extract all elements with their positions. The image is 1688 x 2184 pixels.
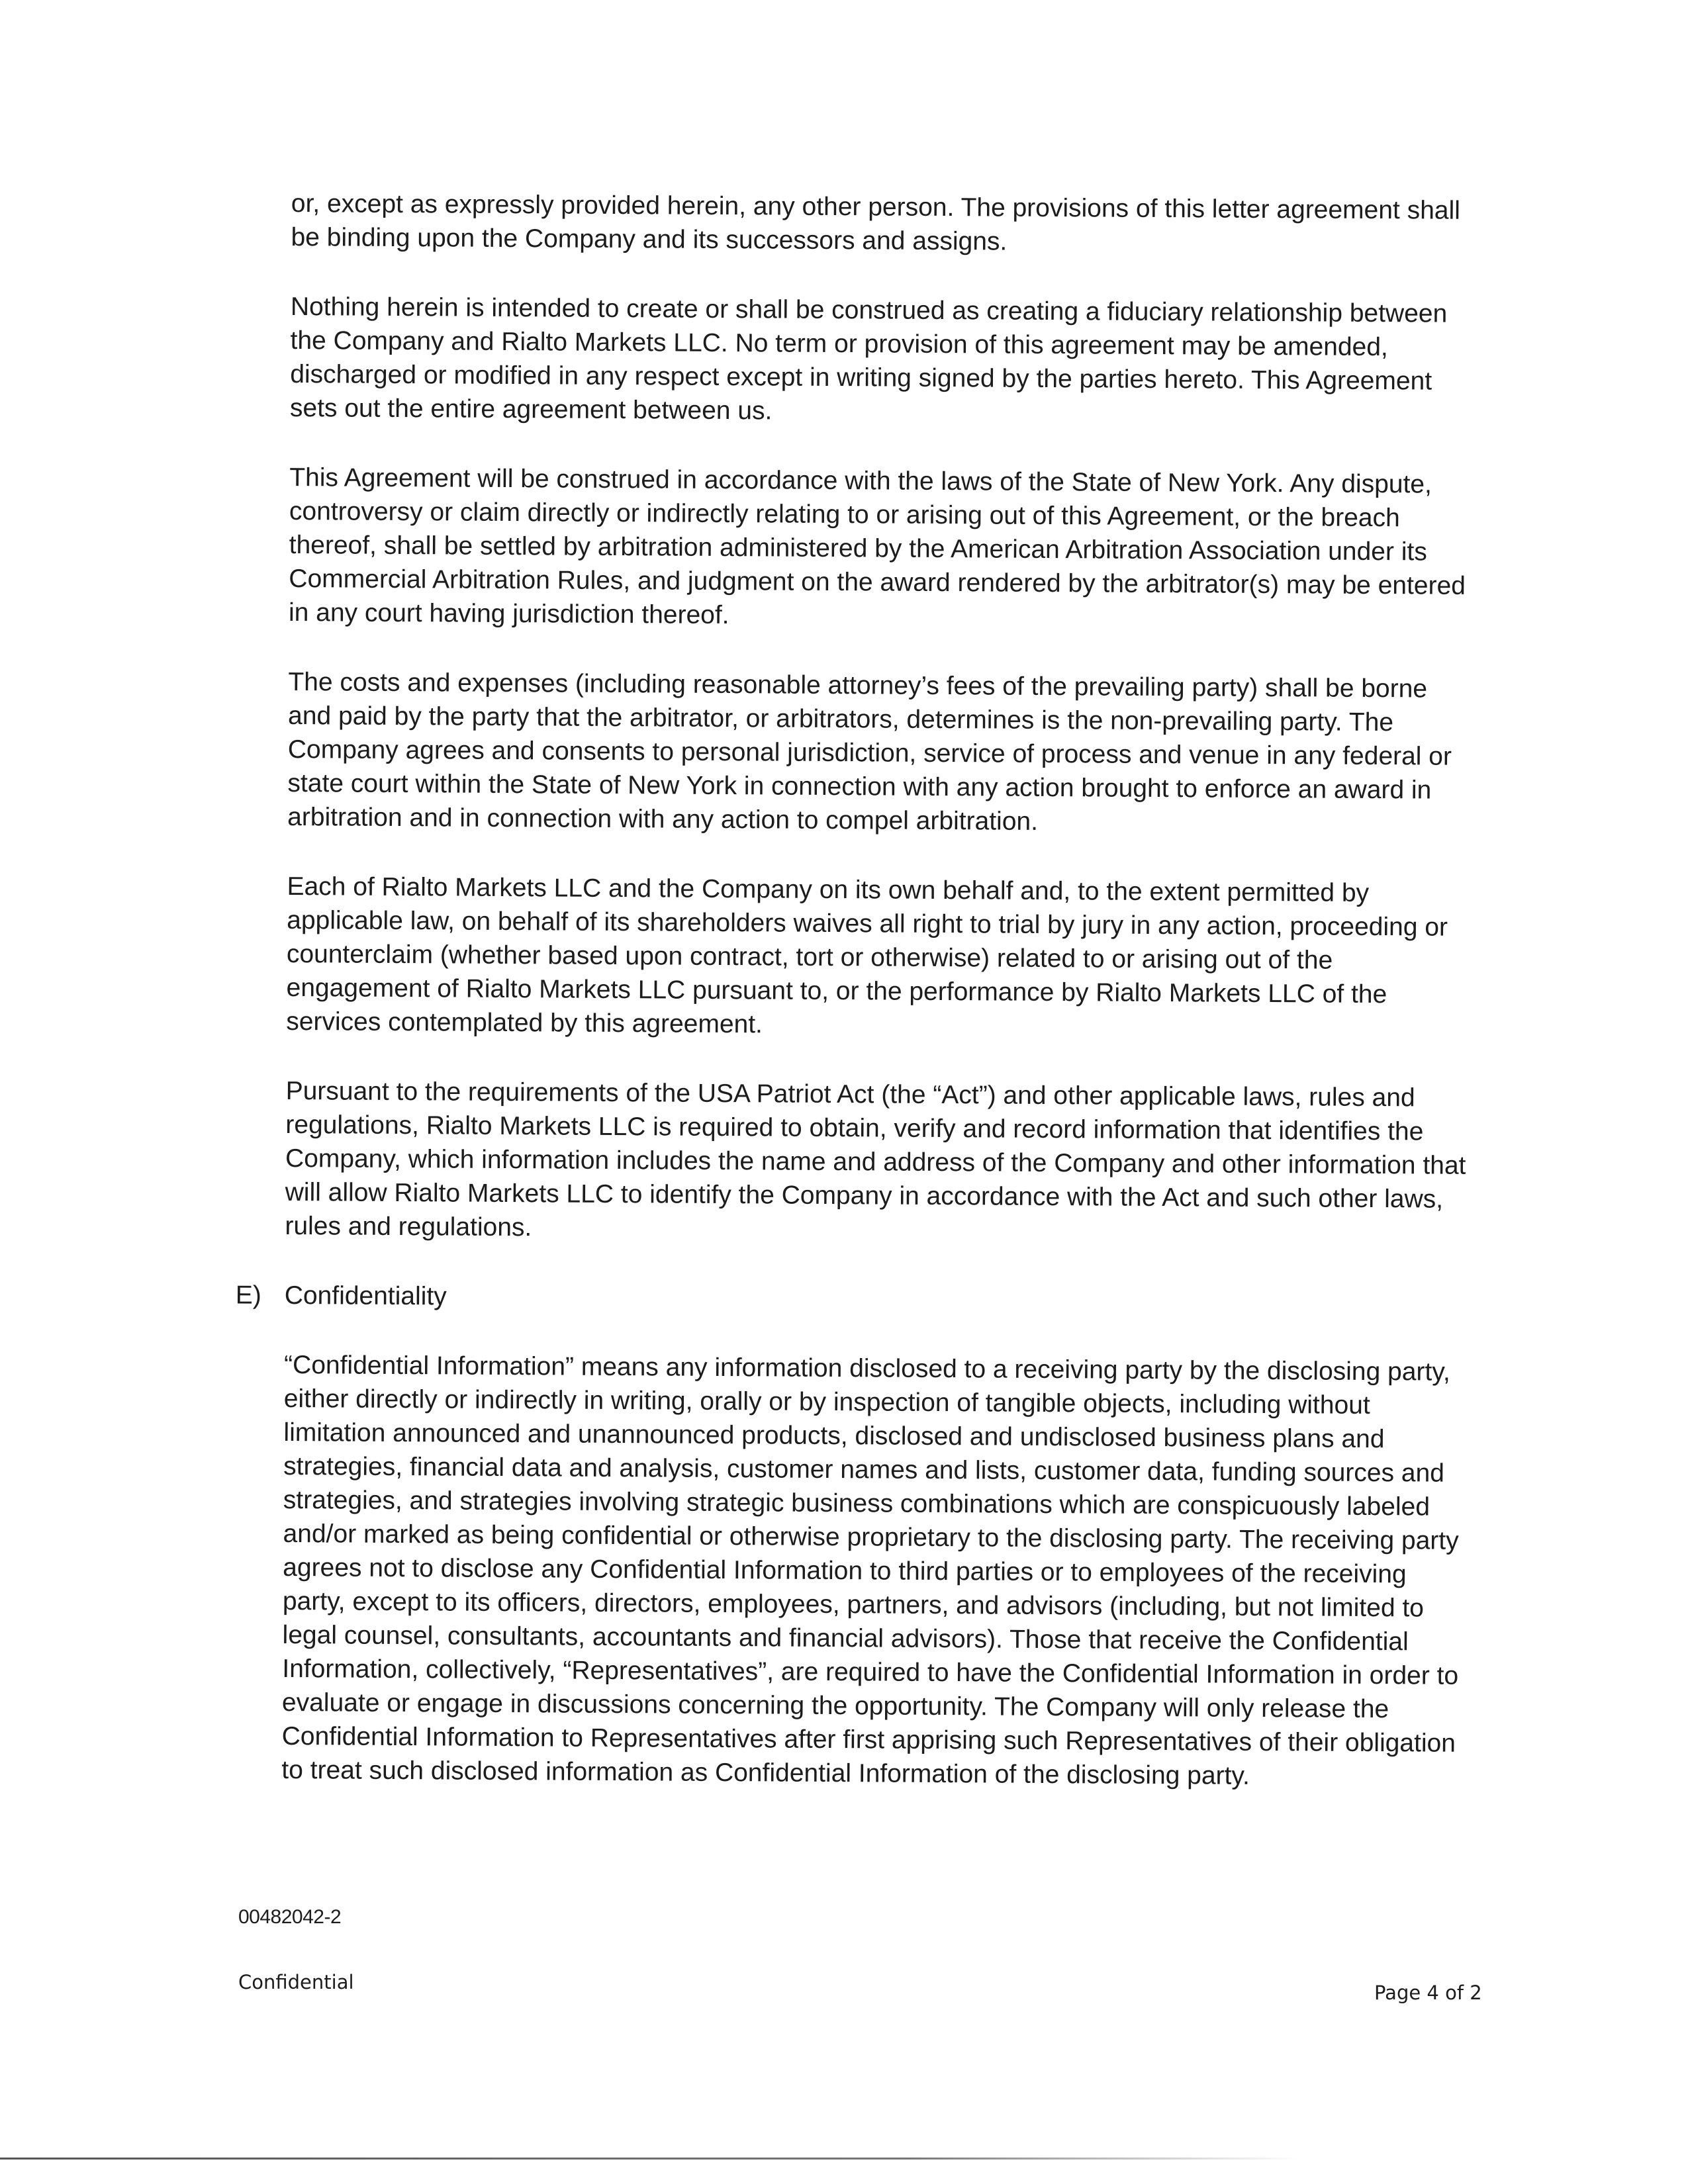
paragraph-binding-successors: or, except as expressly provided herein, any other person. The provisions of this letter agreement shall be binding upon the Company and its successors and assigns. xyxy=(291,189,1461,256)
paragraph-governing-law-arbitration: This Agreement will be construed in accordance with the laws of the State of New York. Any dispute, controversy or claim directly or indirectly relating to or arising out of this Agreement, or the breach thereof, shall be settled by arbitration administered by the American Arbitration Association under its Commercial Arbitration Rules, and judgment on the award rendered by the arbitrator(s) may be entered in any court having jurisdiction thereof. xyxy=(288,463,1466,630)
footer-confidential-label: Confidential xyxy=(238,1971,354,1993)
document-body xyxy=(235,187,1476,1830)
page-number: Page 4 of 2 xyxy=(1374,1981,1482,2004)
paragraph-jury-waiver: Each of Rialto Markets LLC and the Company on its own behalf and, to the extent permitted by applicable law, on behalf of its shareholders waives all right to trial by jury in any action, proceeding or counterclaim (whether based upon contract, tort or otherwise) related to or arising out of the engagement of Rialto Markets LLC pursuant to, or the performance by Rialto Markets LLC of the services contemplated by this agreement. xyxy=(286,872,1448,1039)
document-number: 00482042-2 xyxy=(238,1906,342,1928)
scan-edge-line xyxy=(0,2158,1297,2160)
paragraph-costs-and-jurisdiction: The costs and expenses (including reasonable attorney’s fees of the prevailing party) shall be borne and paid by the party that the arbitrator, or arbitrators, determines is the non-prevailing party. The Company agrees and consents to personal jurisdiction, service of process and venue in any federal or state court within the State of New York in connection with any action brought to enforce an award in arbitration and in connection with any action to compel arbitration. xyxy=(287,667,1452,836)
paragraph-patriot-act: Pursuant to the requirements of the USA Patriot Act (the “Act”) and other applicable laws, rules and regulations, Rialto Markets LLC is required to obtain, verify and record information that identifies the Company, which information includes the name and address of the Company and other information that will allow Rialto Markets LLC to identify the Company in accordance with the Act and such other laws, rules and regulations. xyxy=(285,1076,1466,1242)
section-title: Confidentiality xyxy=(284,1281,447,1311)
section-letter: E) xyxy=(235,1281,261,1310)
section-heading-confidentiality xyxy=(235,1279,1470,1320)
paragraph-no-fiduciary-relationship: Nothing herein is intended to create or shall be construed as creating a fiduciary relationship between the Company and Rialto Markets LLC. No term or provision of this agreement may be amended, discharged or modified in any respect except in writing signed by the parties hereto. This Agreement sets out the entire agreement between us. xyxy=(289,292,1448,426)
paragraph-confidential-information: “Confidential Information” means any information disclosed to a receiving party by the disclosing party, either directly or indirectly in writing, orally or by inspection of tangible objects, including without limitation announced and unannounced products, disclosed and undisclosed business plans and strategies, financial data and analysis, customer names and lists, customer data, funding sources and strategies, and strategies involving strategic business combinations which are conspicuously labeled and/or marked as being confidential or otherwise proprietary to the disclosing party. The receiving party agrees not to disclose any Confidential Information to third parties or to employees of the receiving party, except to its officers, directors, employees, partners, and advisors (including, but not limited to legal counsel, consultants, accountants and financial advisors). Those that receive the Confidential Information, collectively, “Representatives”, are required to have the Confidential Information in order to evaluate or engage in discussions concerning the opportunity. The Company will only release the Confidential Information to Representatives after first apprising such Representatives of their obligation to treat such disclosed information as Confidential Information of the disclosing party. xyxy=(281,1350,1459,1790)
